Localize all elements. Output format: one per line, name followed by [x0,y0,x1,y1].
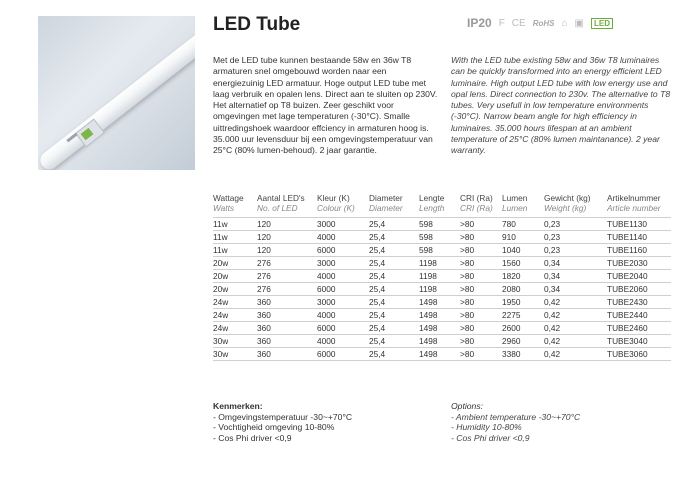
cell-wattage: 24w [213,322,257,335]
table-row [213,296,671,309]
table-row [213,270,671,283]
cell-wattage: 30w [213,348,257,361]
weee-bin-icon: ⌂ [561,17,568,29]
cell-wattage: 11w [213,218,257,231]
cell-cri: >80 [460,309,502,322]
option-item: - Humidity 10-80% [451,422,522,433]
led-badge: LED [591,18,613,29]
double-insulation-icon: ▣ [574,17,584,29]
cell-colour: 4000 [317,309,369,322]
ip-rating-badge: IP20 [467,16,492,30]
cell-length: 1198 [419,270,460,283]
cell-weight: 0,23 [544,218,607,231]
cell-length: 598 [419,218,460,231]
cell-colour: 6000 [317,348,369,361]
header-wattage: Wattage Watts [213,193,244,213]
ce-mark-icon: CE [511,17,526,29]
header-diameter: Diameter Diameter [369,193,403,213]
cell-led-count: 120 [257,231,317,244]
cap-label [81,128,94,140]
header-colour: Kleur (K) Colour (K) [317,193,355,213]
cell-lumen: 2080 [502,283,544,296]
cell-cri: >80 [460,270,502,283]
cell-article-number: TUBE2460 [607,322,671,335]
feature-item: - Omgevingstemperatuur -30~+70°C [213,411,353,422]
cell-diameter: 25,4 [369,296,419,309]
cell-weight: 0,23 [544,231,607,244]
cell-diameter: 25,4 [369,257,419,270]
cell-led-count: 360 [257,296,317,309]
cell-wattage: 24w [213,296,257,309]
cell-lumen: 2600 [502,322,544,335]
cell-article-number: TUBE2040 [607,270,671,283]
option-item: - Cos Phi driver <0,9 [451,432,530,443]
options-heading: Options: [451,401,484,411]
cell-weight: 0,42 [544,309,607,322]
description-english: With the LED tube existing 58w and 36w T8 luminaires can be quickly transformed into an energy efficient LED luminaire. High output LED tube with low energy use and opal lens. Direct connection to 230v. The alternative to T8 tubes. Very usefull in low temperature environments (-30°C). Narrow beam angle for high efficiency in luminaires. 35.000 hours lifespan at an ambient temperature of 25°C (80% lumen maintanance). 2 year warranty. [451,55,671,156]
cell-cri: >80 [460,283,502,296]
cell-length: 1498 [419,335,460,348]
cell-colour: 4000 [317,270,369,283]
cell-colour: 6000 [317,283,369,296]
cell-article-number: TUBE1140 [607,231,671,244]
table-row [213,257,671,270]
cell-wattage: 20w [213,257,257,270]
cell-colour: 3000 [317,218,369,231]
cell-colour: 4000 [317,231,369,244]
table-row [213,283,671,296]
cell-cri: >80 [460,257,502,270]
cell-article-number: TUBE1160 [607,244,671,257]
cell-cri: >80 [460,231,502,244]
cell-cri: >80 [460,296,502,309]
features-heading: Kenmerken: [213,401,263,411]
cell-diameter: 25,4 [369,244,419,257]
cell-article-number: TUBE3060 [607,348,671,361]
cell-weight: 0,34 [544,270,607,283]
cell-weight: 0,23 [544,244,607,257]
table-row [213,309,671,322]
cell-weight: 0,42 [544,335,607,348]
cell-cri: >80 [460,322,502,335]
cell-lumen: 1560 [502,257,544,270]
cell-weight: 0,42 [544,348,607,361]
certification-badges [467,16,613,30]
header-lumen: Lumen Lumen [502,193,528,213]
cell-length: 1498 [419,296,460,309]
cell-article-number: TUBE2440 [607,309,671,322]
options-english [451,401,580,443]
cell-length: 1198 [419,283,460,296]
cell-colour: 6000 [317,244,369,257]
cell-weight: 0,42 [544,296,607,309]
cell-length: 1498 [419,322,460,335]
cell-colour: 3000 [317,296,369,309]
cell-article-number: TUBE2060 [607,283,671,296]
cell-led-count: 120 [257,218,317,231]
cell-article-number: TUBE1130 [607,218,671,231]
header-length: Lengte Length [419,193,445,213]
cell-wattage: 20w [213,283,257,296]
rohs-badge: RoHS [532,18,555,28]
cell-led-count: 360 [257,309,317,322]
cell-lumen: 1820 [502,270,544,283]
cell-wattage: 24w [213,309,257,322]
feature-item: - Cos Phi driver <0,9 [213,432,292,443]
cell-article-number: TUBE3040 [607,335,671,348]
cell-lumen: 910 [502,231,544,244]
cell-led-count: 120 [257,244,317,257]
cell-led-count: 360 [257,348,317,361]
cell-length: 598 [419,244,460,257]
table-row [213,335,671,348]
description-dutch: Met de LED tube kunnen bestaande 58w en 36w T8 armaturen snel omgebouwd worden naar een energiezuinig LED armatuur. Hoge output LED tube met laag verbruik en opalen lens. Direct aan te sluiten op 230V. Het alternatief op T8 buizen. Zeer geschikt voor omgevingen met lage temperaturen (-30°C). Smalle uittredingshoek waardoor effciency in armaturen hoog is. 35.000 uur levensduur bij een omgevingstemperatuur van 25°C (80% lumen-behoud). 2 jaar garantie. [213,55,438,156]
cell-article-number: TUBE2430 [607,296,671,309]
cell-led-count: 276 [257,257,317,270]
cell-lumen: 1950 [502,296,544,309]
cell-lumen: 3380 [502,348,544,361]
cell-length: 1498 [419,348,460,361]
table-row [213,244,671,257]
table-row [213,218,671,231]
features-dutch [213,401,352,443]
product-photo [38,16,195,170]
cell-article-number: TUBE2030 [607,257,671,270]
cell-led-count: 360 [257,335,317,348]
table-row [213,348,671,361]
cell-cri: >80 [460,335,502,348]
cell-cri: >80 [460,244,502,257]
cell-diameter: 25,4 [369,270,419,283]
cell-lumen: 2275 [502,309,544,322]
spec-table [213,193,671,361]
cell-diameter: 25,4 [369,335,419,348]
cell-diameter: 25,4 [369,322,419,335]
cell-length: 598 [419,231,460,244]
cell-wattage: 20w [213,270,257,283]
cell-led-count: 360 [257,322,317,335]
cell-diameter: 25,4 [369,309,419,322]
product-title: LED Tube [213,14,301,35]
cell-lumen: 780 [502,218,544,231]
cell-diameter: 25,4 [369,231,419,244]
cell-cri: >80 [460,348,502,361]
cell-diameter: 25,4 [369,283,419,296]
header-cri: CRI (Ra) CRI (Ra) [460,193,493,213]
cell-cri: >80 [460,218,502,231]
cell-weight: 0,34 [544,283,607,296]
cell-led-count: 276 [257,270,317,283]
table-row [213,322,671,335]
cell-lumen: 2960 [502,335,544,348]
cell-wattage: 30w [213,335,257,348]
cell-led-count: 276 [257,283,317,296]
header-led-count: Aantal LED's No. of LED [257,193,305,213]
table-header-row [213,193,671,218]
cell-weight: 0,34 [544,257,607,270]
cell-colour: 4000 [317,335,369,348]
f-mark-icon: F [498,17,505,29]
table-row [213,231,671,244]
cell-length: 1498 [419,309,460,322]
header-article-number: Artikelnummer Article number [607,193,661,213]
feature-item: - Vochtigheid omgeving 10-80% [213,422,335,433]
cell-colour: 6000 [317,322,369,335]
cell-diameter: 25,4 [369,218,419,231]
cell-length: 1198 [419,257,460,270]
cell-weight: 0,42 [544,322,607,335]
led-tube-image [38,17,195,170]
cell-lumen: 1040 [502,244,544,257]
cell-wattage: 11w [213,244,257,257]
cell-wattage: 11w [213,231,257,244]
cell-colour: 3000 [317,257,369,270]
cell-diameter: 25,4 [369,348,419,361]
header-weight: Gewicht (kg) Weight (kg) [544,193,591,213]
option-item: - Ambient temperature -30~+70°C [451,411,581,422]
